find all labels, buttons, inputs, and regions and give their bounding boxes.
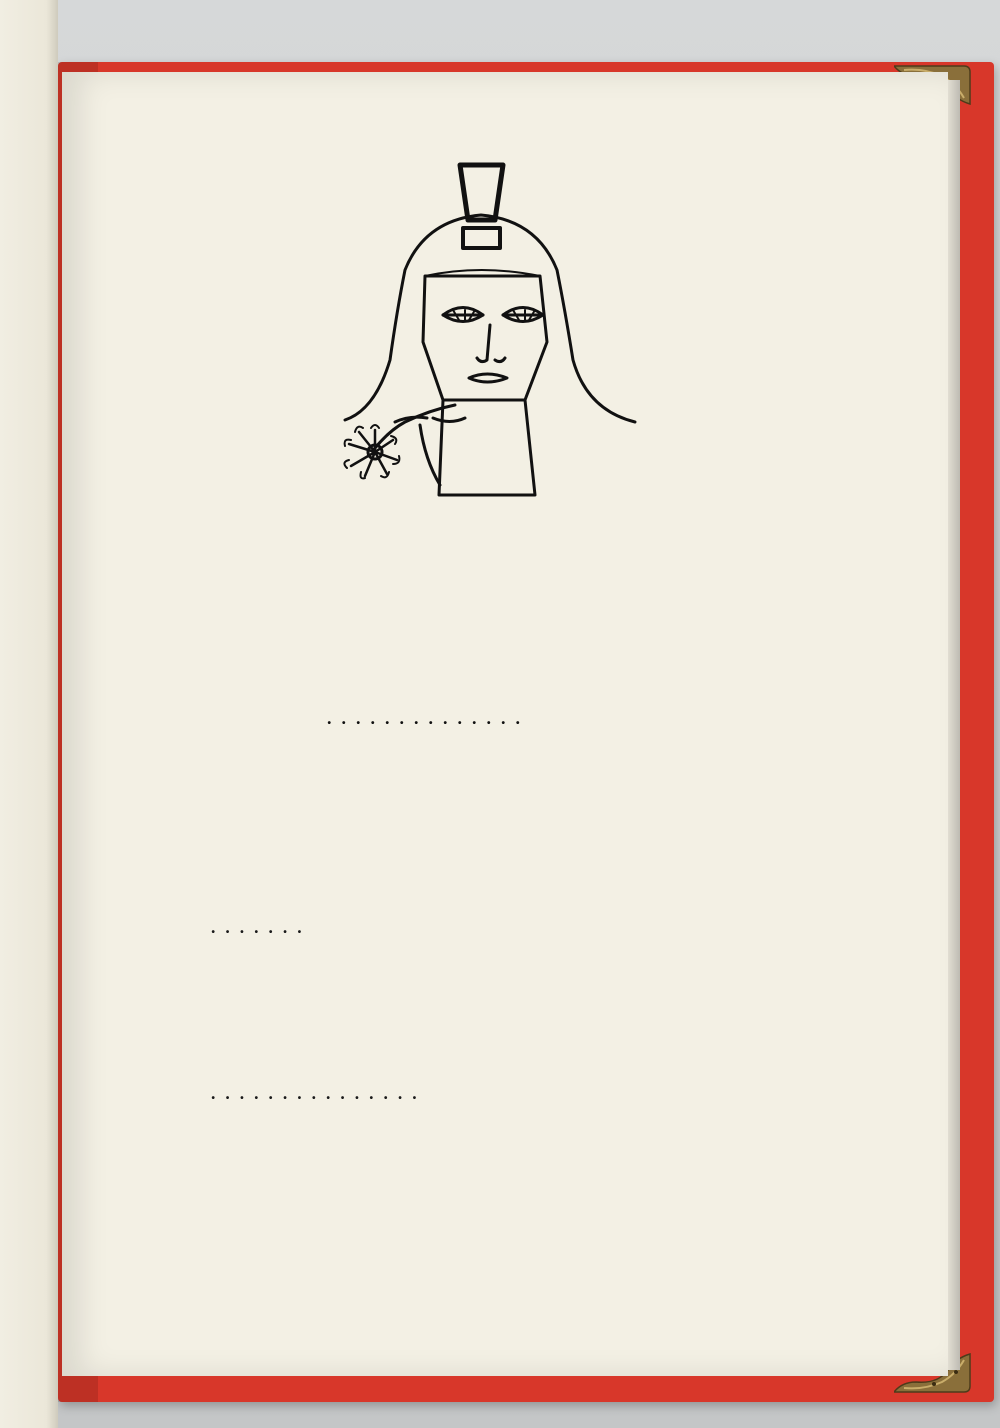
pharaoh-head-with-flower-icon (335, 160, 645, 510)
chapter-description-line (193, 1048, 783, 1078)
chapter-description-line (193, 1018, 783, 1048)
chapter-description-line-last (193, 1078, 783, 1108)
chapter-description-line-last (193, 912, 783, 942)
left-page-text (0, 109, 54, 111)
page-edges (946, 80, 960, 1370)
leader-dots: ....... (211, 917, 312, 937)
chapter-description-line-last (193, 1185, 783, 1215)
leader-dots: ............... (211, 1083, 427, 1103)
chapter-description-line (193, 882, 783, 912)
chapter-description (193, 852, 783, 942)
left-page-edge (0, 0, 58, 1428)
chapter-description-line (193, 852, 783, 882)
leader-dots: .............. (327, 708, 530, 728)
chapter-description-line (193, 988, 783, 1018)
chapter-description-line (193, 1155, 783, 1185)
toc-prologue-entry[interactable] (195, 708, 785, 740)
chapter-description (193, 988, 783, 1108)
chapter-description (193, 1155, 783, 1215)
